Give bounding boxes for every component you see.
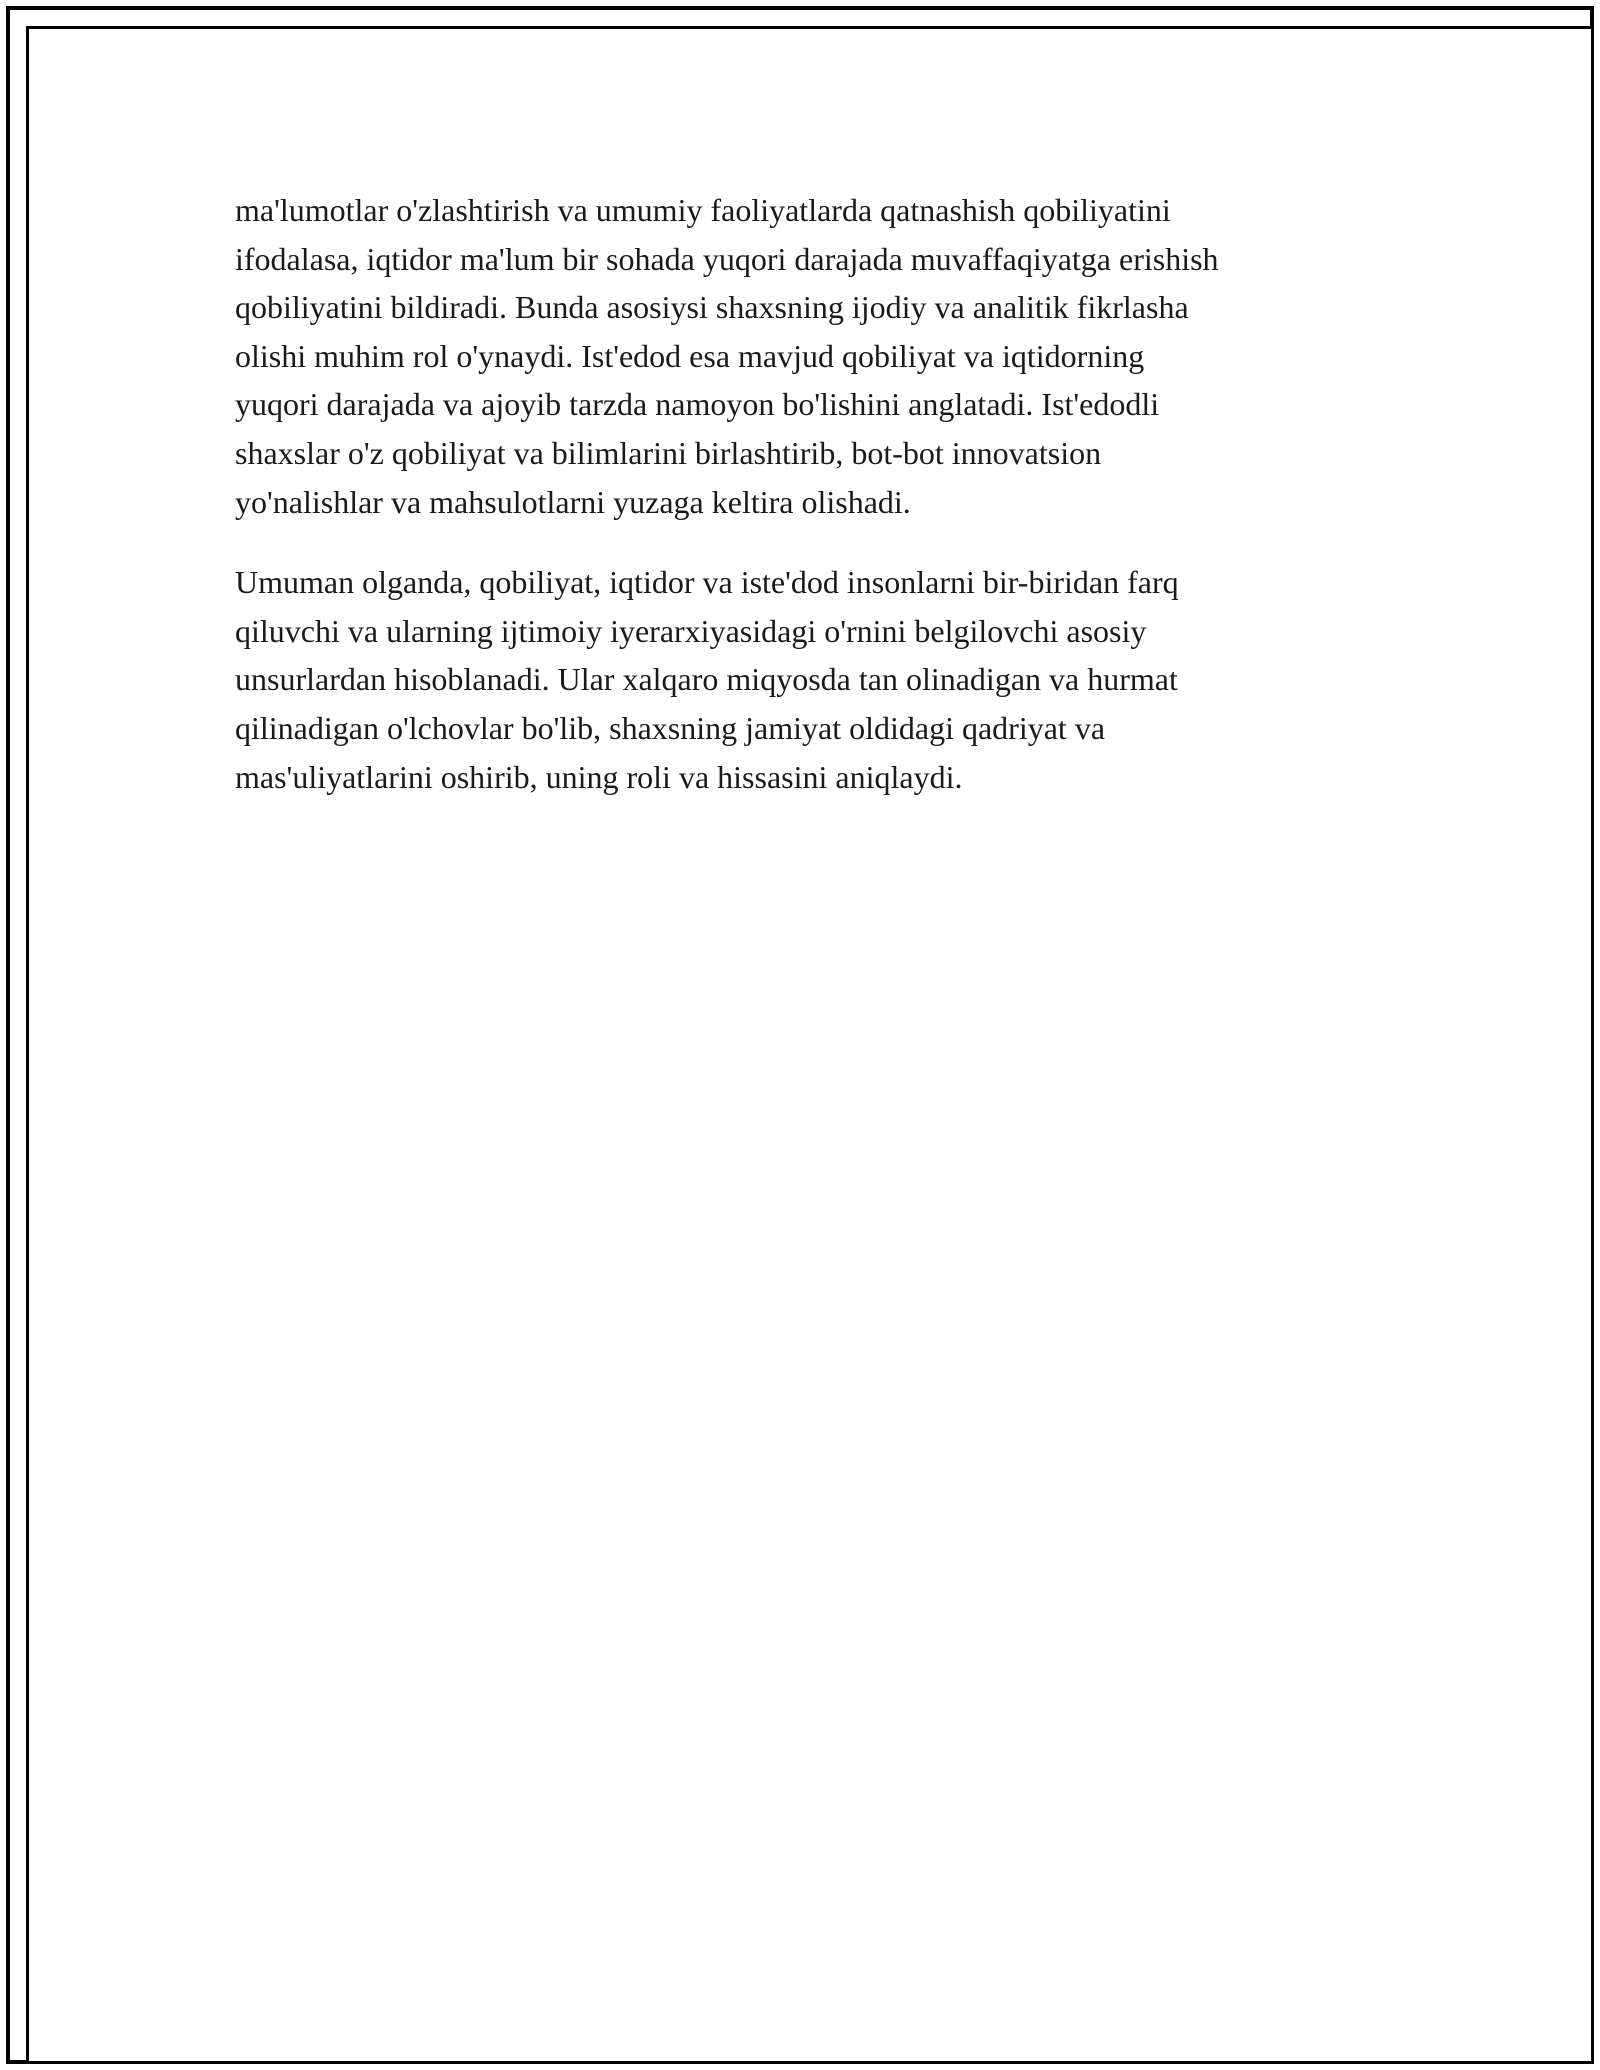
text-line: yuqori darajada va ajoyib tarzda namoyon bo'lishini anglatadi. Ist'edodli xyxy=(235,386,1160,423)
text-line: qiluvchi va ularning ijtimoiy iyerarxiyasidagi o'rnini belgilovchi asosiy xyxy=(235,612,1147,649)
text-line: olishi muhim rol o'ynaydi. Ist'edod esa mavjud qobiliyat va iqtidorning xyxy=(235,337,1145,374)
text-line: qobiliyatini bildiradi. Bunda asosiysi shaxsning ijodiy va analitik fikrlasha xyxy=(235,289,1189,326)
text-line: shaxslar o'z qobiliyat va bilimlarini birlashtirib, bot-bot innovatsion xyxy=(235,434,1102,471)
text-line: ifodalasa, iqtidor ma'lum bir sohada yuqori darajada muvaffaqiyatga erishish xyxy=(235,240,1219,277)
document-body xyxy=(235,186,1375,801)
paragraph-1 xyxy=(235,186,1375,526)
text-line: ma'lumotlar o'zlashtirish va umumiy faoliyatlarda qatnashish qobiliyatini xyxy=(235,192,1171,228)
text-line: yo'nalishlar va mahsulotlarni yuzaga keltira olishadi. xyxy=(235,483,911,520)
text-line: unsurlardan hisoblanadi. Ular xalqaro miqyosda tan olinadigan va hurmat xyxy=(235,661,1178,698)
text-line: qilinadigan o'lchovlar bo'lib, shaxsning jamiyat oldidagi qadriyat va xyxy=(235,709,1106,746)
text-line: mas'uliyatlarini oshirib, uning roli va hissasini aniqlaydi. xyxy=(235,758,963,795)
paragraph-2 xyxy=(235,558,1375,801)
text-line: Umuman olganda, qobiliyat, iqtidor va iste'dod insonlarni bir-biridan farq xyxy=(235,564,1179,601)
